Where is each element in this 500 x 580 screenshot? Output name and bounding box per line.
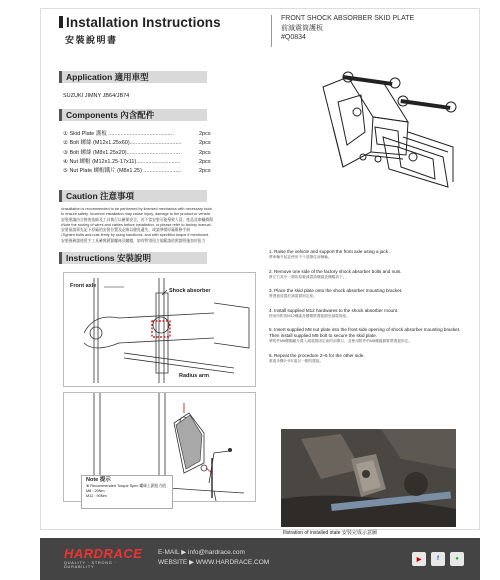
caution-line: 安裝後務請使用手工具確實鎖緊螺絲及螺帽，如有特別扭力規範請依照說明施加於扭力 [61, 238, 206, 243]
component-item [63, 158, 211, 167]
component-qty: 2pcs [199, 158, 211, 165]
vehicle-model: SUZUKI JIMNY JB64/JB74 [63, 93, 130, 99]
contact-email[interactable]: E-MAIL ▶ info@hardrace.com [158, 549, 245, 556]
step-text-en: 1. Raise the vehicle and support the front axle using a jack . [269, 249, 391, 254]
step-text-en: 5. Insert supplied M8 nut plate into the front side opening of shock absorber mounting bracket. Then install supplied M8 bolt to secure the skid plate. [269, 327, 461, 338]
instructions-heading: Instructions 安裝說明 [59, 252, 207, 264]
instruction-sheet [40, 8, 480, 536]
installed-photo-drawing [281, 429, 456, 527]
caution-line: 安裝前請事先記下原廠的安裝位置及走線以避免遺失，或請參閱原廠維修手冊 [61, 228, 191, 233]
step-item [269, 353, 469, 364]
caution-line: •Tighten bolts and nuts firmly by using handtools, and with specified torque if mentioned. [61, 233, 210, 238]
shock-absorber-label: Shock absorber [169, 288, 211, 294]
step-item [269, 288, 469, 299]
application-heading: Application 適用車型 [59, 71, 207, 83]
page-title [59, 15, 221, 30]
caution-line: 安裝建議由合格的技師及工具執行以確保安全，若不當安裝可能導致人員、產品及車輛損傷 [61, 217, 213, 222]
contact-website[interactable]: WEBSITE ▶ WWW.HARDRACE.COM [158, 559, 270, 566]
brand-tagline: QUALITY · STRONG · DURABILITY [64, 561, 117, 569]
product-name-zh: 前減震筒護板 [281, 24, 323, 32]
contact-info [158, 548, 269, 568]
step-text-zh: 重複步驟2~5安裝另一側的護板。 [269, 358, 324, 363]
components-heading: Components 內含配件 [59, 109, 207, 121]
facebook-icon[interactable]: f [431, 552, 445, 566]
brand-logo [64, 546, 148, 572]
torque-m8: M8 : 29Nm [86, 489, 105, 493]
component-name: ② Bolt 螺絲 (M12x1.25x60).................................. [63, 140, 182, 147]
note-heading: Note 提示 [86, 477, 111, 483]
axle-diagram-drawing [64, 273, 255, 386]
component-qty: 2pcs [199, 149, 211, 156]
component-name: ① Skid Plate 護板 ........................................... [63, 131, 174, 137]
product-name-en: FRONT SHOCK ABSORBER SKID PLATE [281, 15, 415, 22]
component-name: ⑤ Nut Plate 螺帽鐵片 (M8x1.25) ......................... [63, 168, 182, 175]
product-info [281, 14, 414, 43]
title-bar-mark [59, 16, 63, 28]
component-qty: 2pcs [199, 131, 211, 137]
page-subtitle: 安裝說明書 [65, 35, 118, 45]
axle-diagram [63, 272, 256, 387]
step-text-zh: 將左右其中一側的原廠減震筒螺絲及螺帽拆下。 [269, 274, 347, 279]
component-qty: 2pcs [199, 168, 211, 175]
torque-m12: M12 : 90Nm [86, 494, 107, 498]
caution-line: to ensure safety. Incorrect installation may cause injury, damage to the product or vehicle. [61, 212, 212, 217]
caution-line: •Installation is recommended to be performed by licensed mechanics with necessary tools [61, 207, 212, 211]
component-item [63, 149, 211, 158]
front-axle-label: Front axle [70, 283, 97, 289]
brand-name: HARDRACE [64, 546, 143, 561]
step-item [269, 308, 469, 319]
torque-note [81, 475, 173, 509]
photo-caption: Illstration of installed state 安裝完成示意圖 [283, 530, 377, 536]
radius-arm-label: Radius arm [179, 373, 209, 379]
step-text-en: 2. Remove one side of the factory shock absorber bolts and nuts. [269, 268, 402, 274]
component-item [63, 130, 211, 139]
header-divider [271, 15, 272, 47]
step-item [269, 327, 469, 344]
wechat-icon[interactable]: ● [450, 552, 464, 566]
part-number: #Q0834 [281, 34, 306, 41]
component-item [63, 167, 211, 176]
torque-title: ※ Recommended Torque Spec 螺絲上鎖扭力值 [86, 484, 166, 488]
step-text-zh: 將護板放置於減震筒固定座。 [269, 294, 317, 298]
caution-line: •Note the routing of wires and cables before installation, or please refer to factory manual. [61, 222, 212, 227]
youtube-icon[interactable]: ▶ [412, 552, 426, 566]
caution-text [61, 207, 271, 244]
skid-plate-illustration [303, 57, 463, 197]
component-name: ④ Nut 螺帽 (M12x1.25-17x11)............................. [63, 158, 181, 165]
step-text-en: 4. Install supplied M12 hardwares to the shock absorber mount. [269, 307, 399, 313]
step-text-zh: 將車輛升起並使用千斤頂撐住前軸輪。 [269, 255, 332, 259]
installed-photo [281, 429, 456, 527]
social-icons [412, 552, 464, 566]
step-text-zh: 將附件M8螺帽鐵片置入減震筒固定座的前開口，並使用附件的M8螺絲鎖緊將護板固定。 [269, 339, 412, 343]
step-item [269, 249, 469, 260]
page-title-text: Installation Instructions [66, 15, 221, 30]
component-item [63, 139, 211, 148]
step-text-en: 6. Repeat the procedure 2~5 for the other side. [269, 352, 365, 358]
component-name: ③ Bolt 螺絲 (M8x1.25x20)................................... [63, 149, 181, 156]
step-text-zh: 使用所附的M12螺絲及螺帽將護板鎖至減震筒座。 [269, 313, 350, 318]
components-list [63, 130, 211, 176]
component-qty: 2pcs [199, 140, 211, 147]
instruction-steps [269, 249, 469, 372]
step-text-en: 3. Place the skid plate onto the shock absorber mounting bracket. [269, 288, 403, 293]
caution-heading: Caution 注意事項 [59, 190, 207, 202]
footer [40, 538, 480, 580]
step-item [269, 269, 469, 280]
